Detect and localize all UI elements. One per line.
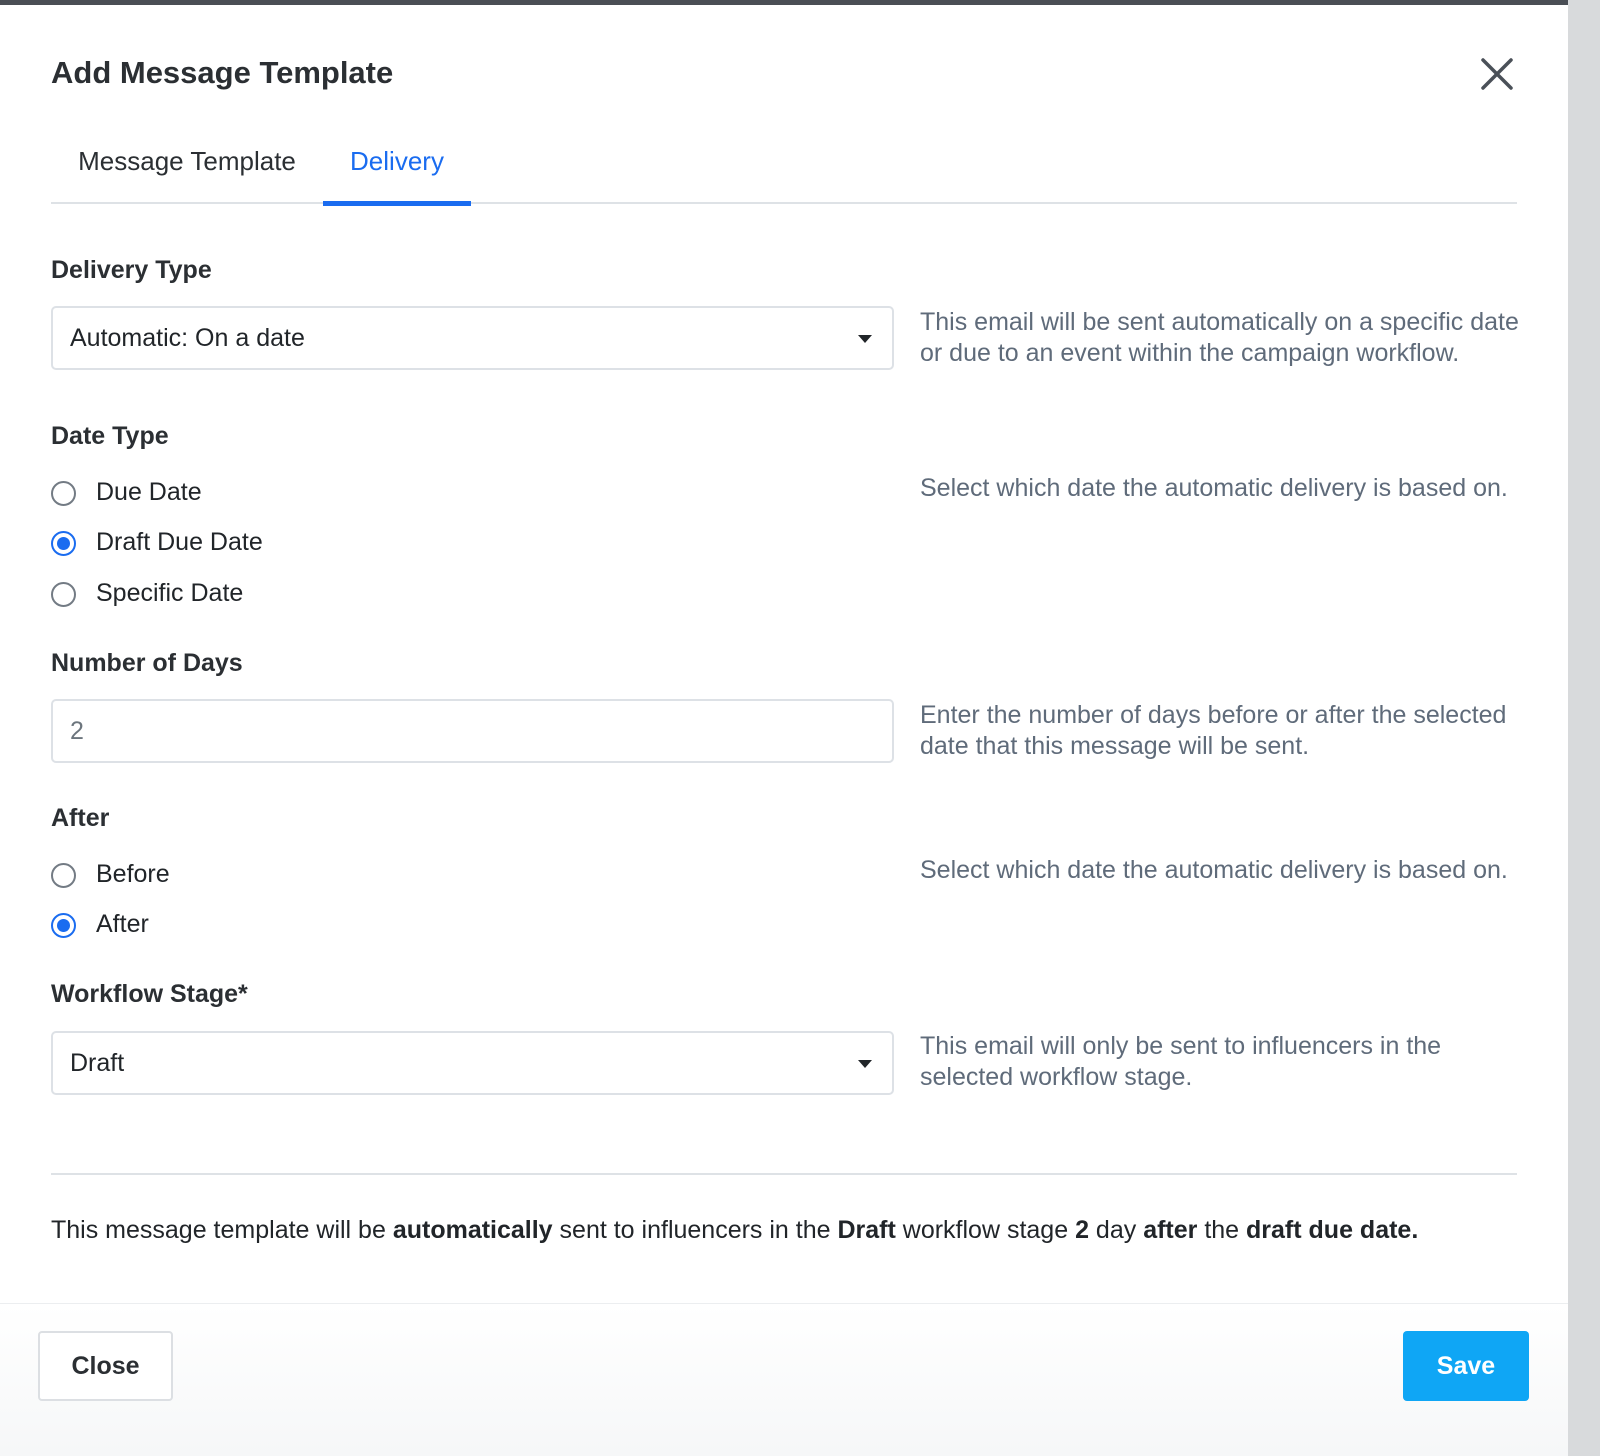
summary-text: workflow stage [895, 1216, 1076, 1244]
summary-bold: Draft [837, 1216, 896, 1244]
delivery-type-help: This email will be sent automatically on a specific date or due to an event within the campaign workflow. [920, 308, 1519, 367]
caret-down-icon [858, 335, 872, 343]
number-of-days-input[interactable] [51, 699, 894, 763]
radio-circle-checked [51, 913, 76, 938]
number-of-days-help: Enter the number of days before or after the selected date that this message will be sent. [920, 701, 1507, 760]
radio-label: Draft Due Date [96, 528, 263, 556]
summary-text: the [1197, 1216, 1247, 1244]
delivery-summary [51, 1214, 1517, 1246]
backdrop-edge [1568, 0, 1600, 1456]
radio-circle [51, 582, 76, 607]
modal-footer [0, 1303, 1568, 1456]
caret-down-icon [858, 1060, 872, 1068]
summary-text: This message template will be [51, 1216, 393, 1244]
section-divider [51, 1173, 1517, 1175]
summary-text: sent to influencers in the [552, 1216, 838, 1244]
workflow-stage-value: Draft [70, 1049, 125, 1077]
summary-bold: automatically [392, 1216, 553, 1244]
modal-title: Add Message Template [51, 55, 394, 90]
delivery-type-label: Delivery Type [51, 256, 212, 284]
radio-label: Before [96, 860, 170, 888]
radio-label: After [96, 910, 149, 938]
tab-message-template[interactable]: Message Template [78, 146, 296, 176]
summary-bold: draft due date. [1246, 1216, 1419, 1244]
close-icon[interactable] [1477, 54, 1517, 94]
tab-delivery[interactable]: Delivery [323, 130, 471, 206]
radio-label: Due Date [96, 478, 202, 506]
workflow-stage-select[interactable] [51, 1031, 894, 1095]
tab-bar [51, 130, 1517, 204]
after-label: After [51, 804, 110, 832]
radio-label: Specific Date [96, 579, 244, 607]
number-of-days-label: Number of Days [51, 649, 243, 677]
date-type-help: Select which date the automatic delivery is based on. [920, 474, 1508, 502]
delivery-type-value: Automatic: On a date [70, 324, 305, 352]
workflow-stage-help: This email will only be sent to influencers in the selected workflow stage. [920, 1032, 1442, 1091]
radio-circle-checked [51, 531, 76, 556]
close-button[interactable]: Close [38, 1331, 173, 1401]
workflow-stage-label: Workflow Stage* [51, 980, 248, 1008]
summary-bold: 2 [1075, 1216, 1089, 1244]
summary-text: day [1088, 1216, 1144, 1244]
date-type-label: Date Type [51, 422, 169, 450]
radio-circle [51, 481, 76, 506]
summary-bold: after [1143, 1216, 1198, 1244]
save-button[interactable]: Save [1403, 1331, 1529, 1401]
radio-circle [51, 863, 76, 888]
after-help: Select which date the automatic delivery is based on. [920, 856, 1508, 884]
delivery-type-select[interactable] [51, 306, 894, 370]
